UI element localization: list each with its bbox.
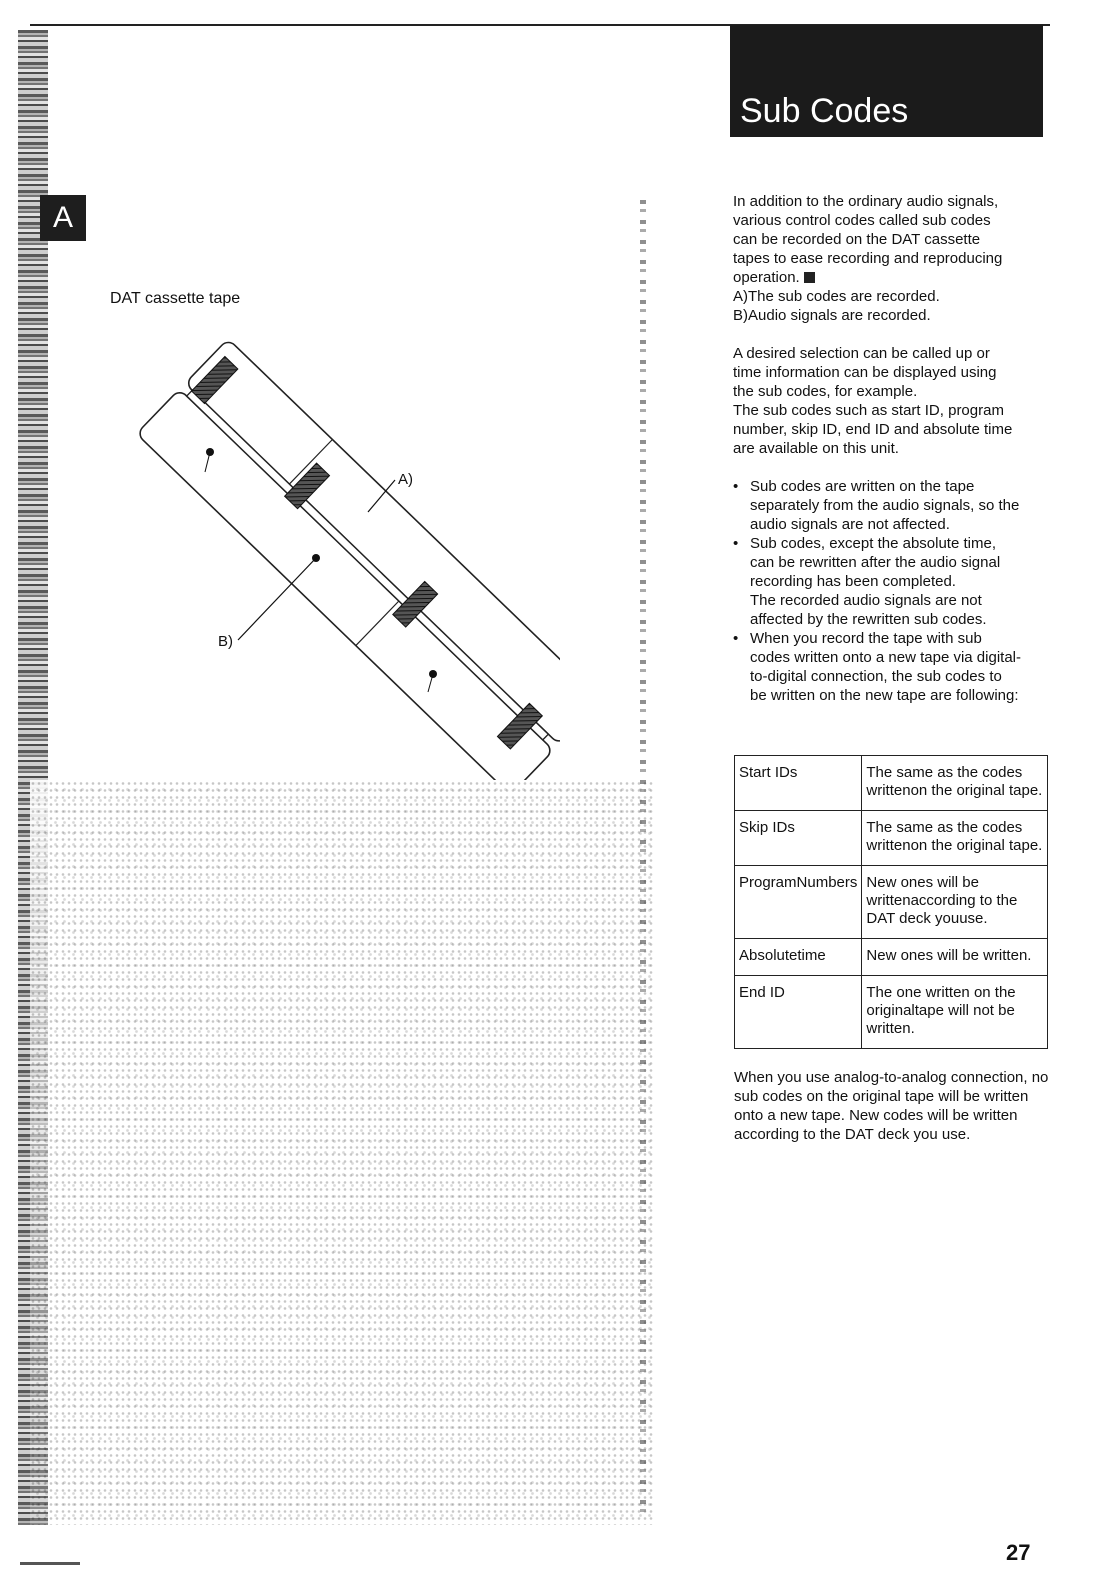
para2-line: the sub codes, for example. [733, 383, 918, 400]
tape-track-a [185, 340, 560, 745]
tape-edge-band [187, 390, 549, 740]
table-value-cell [862, 756, 1048, 811]
table-value-cell [862, 976, 1048, 1049]
bullet-line: • Sub codes, except the absolute time, [750, 535, 996, 552]
table-value: on the original tape. [910, 837, 1043, 854]
table-value: on the original tape. [910, 782, 1043, 799]
table-row [735, 756, 1048, 811]
intro-line: tapes to ease recording and reproducing [733, 250, 1003, 267]
bullet-line: • Sub codes are written on the tape [750, 478, 975, 495]
scan-noise-artifact [30, 780, 655, 1525]
closing-paragraph [734, 1068, 1054, 1144]
sub-codes-table [734, 755, 1048, 1049]
intro-paragraph [733, 192, 1053, 325]
closing-line: codes will be written according to the DAT [734, 1107, 1018, 1143]
bullet-item [733, 534, 1053, 629]
bullet-line: can be rewritten after the audio signal [750, 554, 1001, 571]
hatch-band-1 [192, 357, 238, 404]
table-row [735, 939, 1048, 976]
label-a: A) [398, 471, 413, 488]
footer-mark [20, 1562, 80, 1565]
figure-ref-icon [804, 272, 815, 283]
intro-line: B)Audio signals are recorded. [733, 307, 931, 324]
table-key-cell [735, 756, 862, 811]
intro-line-with-badge [733, 268, 1053, 287]
bullet-line: recording has been completed. [750, 573, 956, 590]
table-key-cell [735, 811, 862, 866]
bullet-line: audio signals are not affected. [750, 516, 950, 533]
bullet-item [733, 629, 1053, 705]
para2-line: The sub codes such as start ID, program [733, 402, 1004, 419]
table-value: The same as the codes written [866, 819, 1023, 854]
bullet-line: be written on the new tape are following: [750, 687, 1019, 704]
table-key-cell [735, 866, 862, 939]
closing-line: connection, no sub codes on the original [734, 1069, 1049, 1105]
para2-line: are available on this unit. [733, 440, 899, 457]
closing-line: tape will be written onto a new tape. New [734, 1088, 1029, 1124]
table-value: New ones will be written. [866, 947, 1032, 964]
page-number: 27 [1006, 1540, 1031, 1565]
intro-line: A)The sub codes are recorded. [733, 288, 940, 305]
diagram-title: DAT cassette tape [110, 290, 241, 307]
tape-diagram [100, 340, 560, 780]
bullet-line: separately from the audio signals, so the [750, 497, 1020, 514]
page-title: Sub Codes [740, 92, 909, 130]
table-row [735, 811, 1048, 866]
table-key: Skip IDs [739, 819, 795, 836]
intro-line: In addition to the ordinary audio signals, [733, 193, 999, 210]
table-value: New ones will be written [866, 874, 979, 909]
para2-line: time information can be displayed using [733, 364, 997, 381]
closing-line: deck you use. [877, 1126, 971, 1143]
bullet-line: The recorded audio signals are not [750, 592, 982, 609]
bullet-line: codes written onto a new tape via digital- [750, 649, 1021, 666]
table-key: Absolute [739, 947, 798, 964]
para2-line: A desired selection can be called up or [733, 345, 990, 362]
table-key: time [797, 947, 826, 964]
para2-line: number, skip ID, end ID and absolute time [733, 421, 1013, 438]
table-value-cell [862, 939, 1048, 976]
bullet-item [733, 477, 1053, 534]
table-key-cell [735, 939, 862, 976]
closing-line: When you use analog-to-analog [734, 1069, 947, 1086]
bullet-line: affected by the rewritten sub codes. [750, 611, 987, 628]
label-b: B) [218, 633, 233, 650]
intro-line: various control codes called sub codes [733, 212, 991, 229]
table-value: The one written on the original [866, 984, 1016, 1019]
selection-paragraph [733, 344, 1053, 458]
bullet-line: to-digital connection, the sub codes to [750, 668, 1002, 685]
intro-line: can be recorded on the DAT cassette [733, 231, 981, 248]
table-value-cell [862, 866, 1048, 939]
intro-line: operation. [733, 269, 800, 286]
header-block [730, 25, 1043, 137]
bullet-list [733, 477, 1053, 705]
table-value-cell [862, 811, 1048, 866]
table-row [735, 976, 1048, 1049]
table-key: Program [739, 874, 797, 891]
figure-badge: A [40, 195, 86, 241]
table-key: Start IDs [739, 764, 798, 781]
table-key: End ID [739, 984, 785, 1001]
fold-line-artifact [640, 200, 646, 1520]
table-value: according to the DAT deck you [866, 892, 1018, 927]
bullet-line: • When you record the tape with sub [750, 630, 982, 647]
table-key-cell [735, 976, 862, 1049]
table-value: tape will not be written. [866, 1002, 1015, 1037]
tape-track-b [136, 389, 553, 780]
table-value: The same as the codes written [866, 764, 1023, 799]
table-key: Numbers [796, 874, 858, 891]
table-row [735, 866, 1048, 939]
table-value: use. [959, 910, 988, 927]
text-column [733, 192, 1053, 705]
